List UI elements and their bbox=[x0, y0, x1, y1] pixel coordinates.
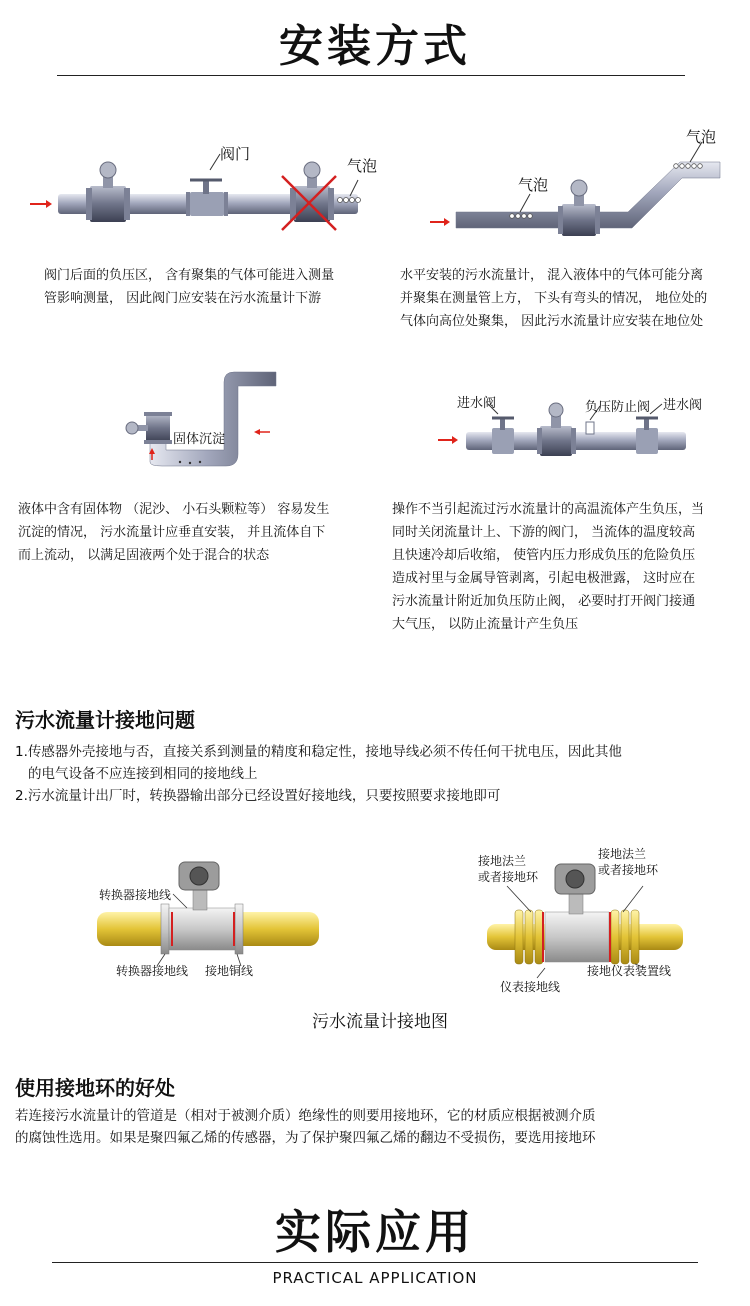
caption-line: 造成衬里与金属导管剥离，引起电极泄露， 这时应在 bbox=[392, 571, 696, 586]
label-bubble-high: 气泡 bbox=[686, 128, 717, 146]
caption-slope bbox=[400, 264, 740, 333]
application-divider bbox=[52, 1262, 698, 1263]
caption-line: 阀门后面的负压区， 含有聚集的气体可能进入测量 bbox=[44, 268, 335, 283]
caption-line: 大气压， 以防止流量计产生负压 bbox=[392, 617, 579, 632]
ring-heading: 使用接地环的好处 bbox=[15, 1076, 175, 1100]
caption-line: 液体中含有固体物 （泥沙、 小石头颗粒等） 容易发生 bbox=[18, 502, 330, 517]
caption-line: 且快速冷却后收缩， 使管内压力形成负压的危险负压 bbox=[392, 548, 696, 563]
caption-line: 同时关闭流量计上、下游的阀门， 当流体的温度较高 bbox=[392, 525, 696, 540]
caption-line: 水平安装的污水流量计， 混入液体中的气体可能分离 bbox=[400, 268, 704, 283]
title-divider bbox=[57, 75, 685, 76]
label-line: 或者接地环 bbox=[598, 863, 659, 877]
caption-line: 气体向高位处聚集， 因此污水流量计应安装在地位处 bbox=[400, 314, 704, 329]
grounding-figure-left bbox=[95, 850, 325, 970]
label-ground-flange-left bbox=[478, 853, 538, 885]
grounding-heading: 污水流量计接地问题 bbox=[15, 708, 195, 732]
label-converter-ground-top: 转换器接地线 bbox=[99, 888, 172, 902]
ring-line: 的腐蚀性选用。如果是聚四氟乙烯的传感器，为了保护聚四氟乙烯的翻边不受损伤，要选用接地环 bbox=[15, 1130, 596, 1146]
label-line: 接地法兰 bbox=[598, 847, 647, 861]
grounding-line: 2.污水流量计出厂时，转换器输出部分已经设置好接地线，只要按照要求接地即可 bbox=[15, 788, 501, 804]
grounding-text bbox=[15, 741, 740, 807]
label-converter-ground-bottom: 转换器接地线 bbox=[116, 964, 189, 978]
valve-diagram bbox=[0, 130, 378, 240]
caption-line: 污水流量计附近加负压防止阀， 必要时打开阀门接通 bbox=[392, 594, 696, 609]
install-title: 安装方式 bbox=[279, 21, 471, 72]
label-instrument-ground: 仪表接地线 bbox=[500, 980, 561, 994]
label-line: 或者接地环 bbox=[478, 870, 539, 884]
caption-valve bbox=[44, 264, 374, 310]
flow-arrow-icon bbox=[30, 200, 52, 208]
grounding-figure-caption: 污水流量计接地图 bbox=[312, 1012, 448, 1032]
vertical-diagram bbox=[120, 370, 300, 480]
ring-line: 若连接污水流量计的管道是（相对于被测介质）绝缘性的则要用接地环，它的材质应根据被测介质 bbox=[15, 1108, 596, 1124]
label-bubble: 气泡 bbox=[347, 157, 378, 175]
caption-line: 沉淀的情况， 污水流量计应垂直安装， 并且流体自下 bbox=[18, 525, 326, 540]
grounding-line: 1.传感器外壳接地与否，直接关系到测量的精度和稳定性，接地导线必须不传任何干扰电压，因此其他 bbox=[15, 744, 622, 760]
caption-vertical bbox=[18, 498, 378, 567]
label-ground-flange-right bbox=[598, 846, 658, 878]
label-ground-device-wire: 接地仪表装置线 bbox=[587, 964, 672, 978]
label-bubble-low: 气泡 bbox=[518, 176, 549, 194]
flow-arrow-icon bbox=[430, 218, 450, 226]
caption-antineg bbox=[392, 498, 742, 636]
application-title: 实际应用 bbox=[275, 1205, 475, 1259]
caption-line: 操作不当引起流过污水流量计的高温流体产生负压，当 bbox=[392, 502, 705, 517]
ring-text bbox=[15, 1105, 740, 1149]
caption-line: 并聚集在测量管上方， 下头有弯头的情况， 地位处的 bbox=[400, 291, 708, 306]
label-copper-wire: 接地铜线 bbox=[205, 964, 254, 978]
label-line: 接地法兰 bbox=[478, 854, 527, 868]
label-valve: 阀门 bbox=[220, 145, 251, 163]
caption-line: 而上流动， 以满足固液两个处于混合的状态 bbox=[18, 548, 270, 563]
flow-arrow-icon bbox=[438, 436, 458, 444]
grounding-line: 的电气设备不应连接到相同的接地线上 bbox=[28, 766, 258, 782]
label-antineg: 负压防止阀 bbox=[585, 400, 651, 415]
label-inlet-left: 进水阀 bbox=[457, 396, 497, 411]
flow-arrow-icon bbox=[254, 429, 270, 435]
label-sediment: 固体沉淀 bbox=[173, 432, 226, 447]
label-inlet-right: 进水阀 bbox=[663, 398, 703, 413]
application-subtitle: PRACTICAL APPLICATION bbox=[272, 1269, 478, 1287]
caption-line: 管影响测量， 因此阀门应安装在污水流量计下游 bbox=[44, 291, 322, 306]
